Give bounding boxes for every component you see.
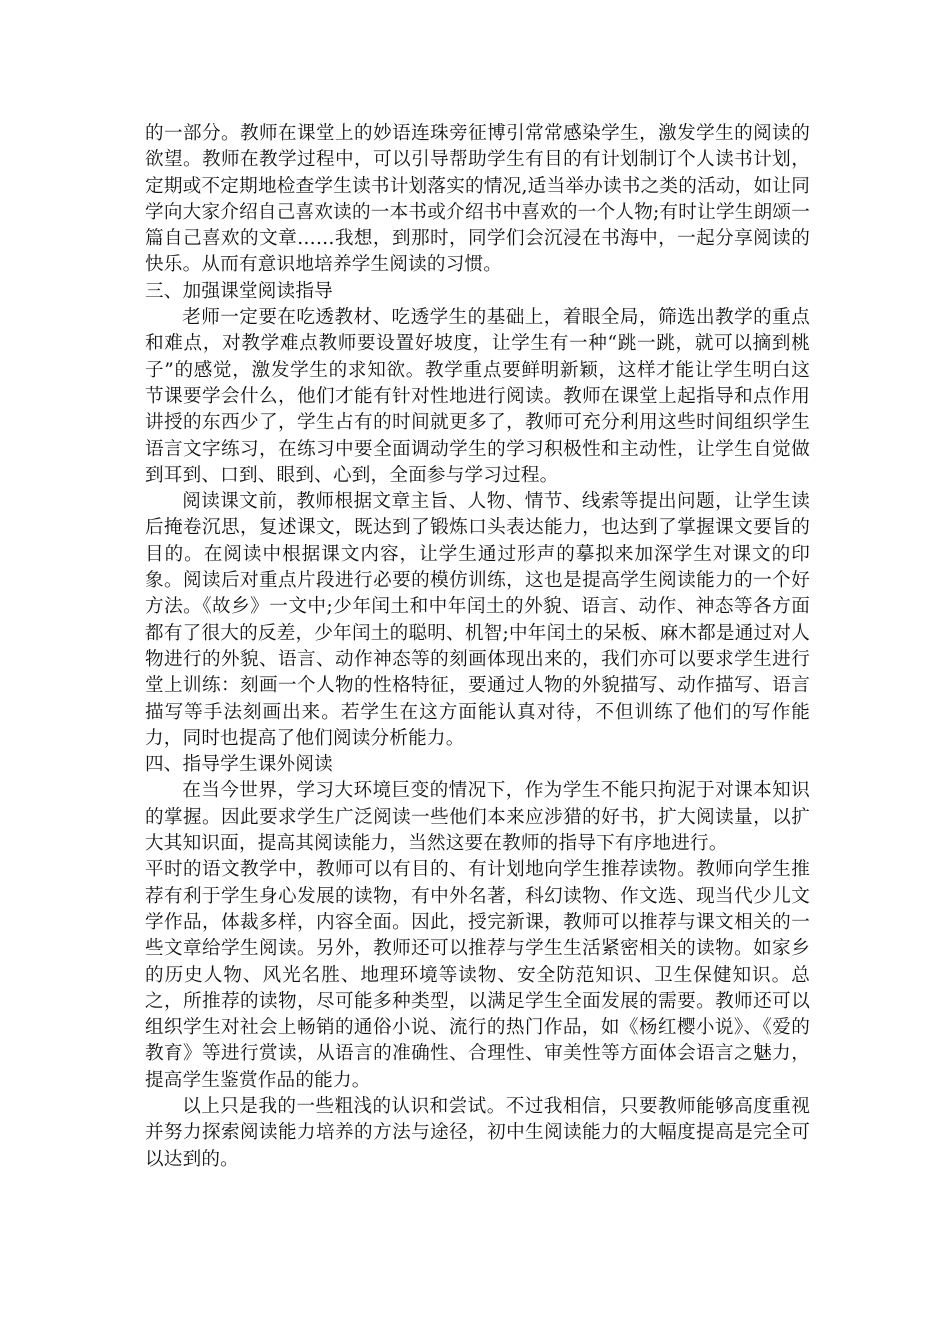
paragraph-recommend-reading: 平时的语文教学中，教师可以有目的、有计划地向学生推荐读物。教师向学生推荐有利于学生身心发展的读物，有中外名著，科幻读物、作文选、现当代少儿文学作品，体裁多样，内容全面。因此，授完新课，教师可以推荐与课文相关的一些文章给学生阅读。另外，教师还可以推荐与学生生活紧密相关的读物。如家乡的历史人物、风光名胜、地理环境等读物、安全防范知识、卫生保健知识。总之，所推荐的读物，尽可能多种类型，以满足学生全面发展的需要。教师还可以组织学生对社会上畅销的通俗小说、流行的热门作品，如《杨红樱小说》、《爱的教育》等进行赏读，从语言的准确性、合理性、审美性等方面体会语言之魅力，提高学生鉴赏作品的能力。 [145,859,810,1091]
paragraph-classroom-guidance: 老师一定要在吃透教材、吃透学生的基础上，着眼全局，筛选出教学的重点和难点，对教学难点教师要设置好坡度，让学生有一种“跳一跳，就可以摘到桃子”的感觉，激发学生的求知欲。教学重点要鲜明新颖，这样才能让学生明白这节课要学会什么，他们才能有针对性地进行阅读。教师在课堂上起指导和点作用讲授的东西少了，学生占有的时间就更多了，教师可充分利用这些时间组织学生语言文字练习，在练习中要全面调动学生的学习积极性和主动性，让学生自觉做到耳到、口到、眼到、心到，全面参与学习过程。 [145,307,810,486]
section-heading-4: 四、指导学生课外阅读 [145,754,333,776]
paragraph-conclusion: 以上只是我的一些粗浅的认识和尝试。不过我相信，只要教师能够高度重视并努力探索阅读能力培养的方法与途径，初中生阅读能力的大幅度提高是完全可以达到的。 [145,1095,810,1170]
paragraph-extracurricular-intro: 在当今世界，学习大环境巨变的情况下，作为学生不能只拘泥于对课本知识的掌握。因此要求学生广泛阅读一些他们本来应涉猎的好书，扩大阅读量，以扩大其知识面，提高其阅读能力，当然这要在教师的指导下有序地进行。 [145,780,810,855]
paragraph-continuation: 的一部分。教师在课堂上的妙语连珠旁征博引常常感染学生，激发学生的阅读的欲望。教师在教学过程中，可以引导帮助学生有目的有计划制订个人读书计划，定期或不定期地检查学生读书计划落实的情况,适当举办读书之类的活动，如让同学向大家介绍自己喜欢读的一本书或介绍书中喜欢的一个人物;有时让学生朗颂一篇自己喜欢的文章……我想，到那时，同学们会沉浸在书海中，一起分享阅读的快乐。从而有意识地培养学生阅读的习惯。 [145,123,810,276]
document-body [145,121,810,1173]
paragraph-reading-method: 阅读课文前，教师根据文章主旨、人物、情节、线索等提出问题，让学生读后掩卷沉思，复述课文，既达到了锻炼口头表达能力，也达到了掌握课文要旨的目的。在阅读中根据课文内容，让学生通过形声的摹拟来加深学生对课文的印象。阅读后对重点片段进行必要的模仿训练，这也是提高学生阅读能力的一个好方法。《故乡》一文中;少年闰土和中年闰土的外貌、语言、动作、神态等各方面都有了很大的反差，少年闰土的聪明、机智;中年闰土的呆板、麻木都是通过对人物进行的外貌、语言、动作神态等的刻画体现出来的，我们亦可以要求学生进行堂上训练：刻画一个人物的性格特征，要通过人物的外貌描写、动作描写、语言描写等手法刻画出来。若学生在这方面能认真对待，不但训练了他们的写作能力，同时也提高了他们阅读分析能力。 [145,491,810,749]
section-heading-3: 三、加强课堂阅读指导 [145,280,333,302]
